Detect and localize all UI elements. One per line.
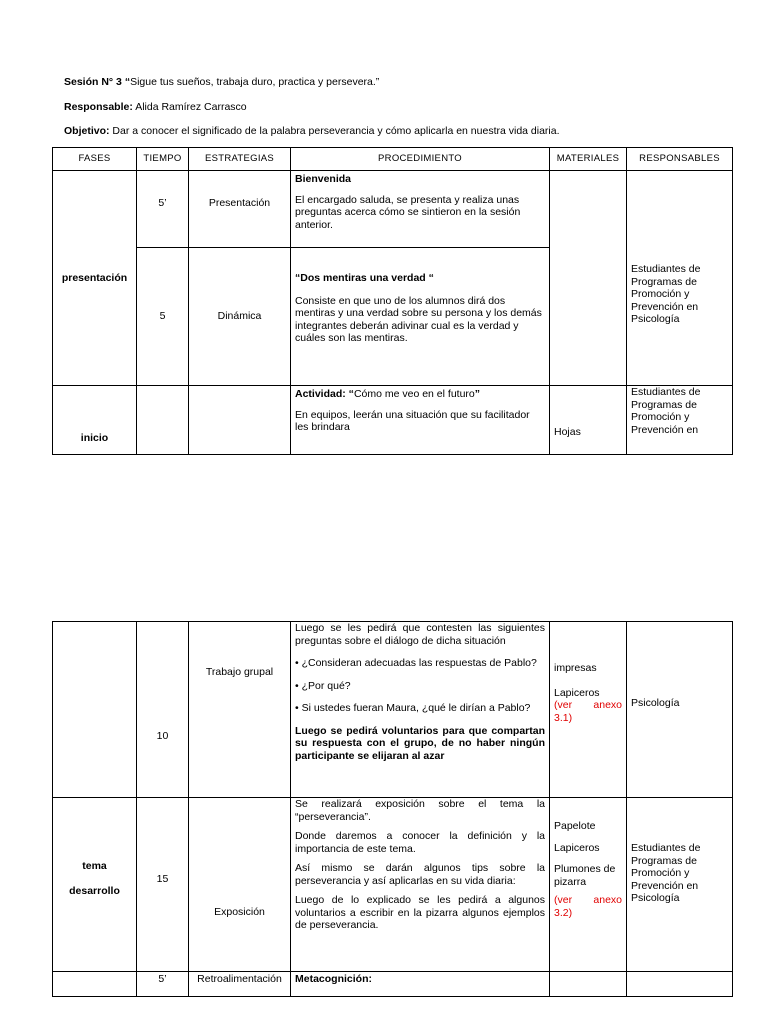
session-quote-open: “ [124,76,131,88]
procedure-cell: Metacognición: [291,972,550,997]
procedure-title: Actividad: “ [295,388,354,400]
phase-cell [53,798,137,972]
time-cell: 10 [137,622,189,798]
objective-line [64,125,560,137]
procedure-cell [291,171,550,248]
material-item: Lapiceros [554,686,600,699]
table-row [53,386,733,455]
materials-cell [550,622,627,798]
procedure-cell [291,386,550,455]
procedure-bullet: • ¿Consideran adecuadas las respuestas de Pablo? [295,657,537,669]
phase-label: tema [82,860,107,872]
procedure-text: Consiste en que uno de los alumnos dirá dos mentiras y una verdad sobre su persona y los demás integrantes deberán adivinar cual es la verdad y cuáles son las mentiras. [295,294,542,344]
strategy-cell: Dinámica [189,248,291,386]
session-table-2 [52,621,733,997]
time-cell: 5’ [137,171,189,248]
table-row [53,622,733,798]
procedure-title-close: ” [474,388,480,400]
table-row [53,171,733,248]
session-title: Sigue tus sueños, trabaja duro, practica y persevera.” [130,76,380,88]
procedure-cell [291,248,550,386]
time-cell: 5 [137,248,189,386]
responsible-cell: Estudiantes de Programas de Promoción y Prevención en Psicología [627,798,733,972]
table-row [53,972,733,997]
materials-cell [550,798,627,972]
session-title-line [64,76,379,88]
column-header: RESPONSABLES [627,148,733,171]
objective-label: Objetivo: [64,125,110,137]
procedure-text: En equipos, leerán una situación que su facilitador les brindara [295,408,530,433]
column-header: PROCEDIMIENTO [291,148,550,171]
responsible-cell: Estudiantes de Programas de Promoción y Prevención en Psicología [627,171,733,386]
procedure-text: Así mismo se darán algunos tips sobre la perseverancia y así aplicarlas en su vida diaria: [295,862,545,887]
column-header: FASES [53,148,137,171]
responsible-line [64,101,247,113]
phase-label: desarrollo [69,884,120,897]
table-header-row [53,148,733,171]
procedure-text: Luego de lo explicado se les pedirá a algunos voluntarios a escribir en la pizarra algunos ejemplos de perseverancia. [295,894,545,931]
material-item: Plumones de pizarra [554,863,616,888]
materials-cell [550,972,627,997]
column-header: MATERIALES [550,148,627,171]
procedure-text: El encargado saluda, se presenta y realiza unas preguntas acerca cómo se sintieron en la sesión anterior. [295,193,521,231]
phase-cell: presentación [53,171,137,386]
materials-cell [550,171,627,386]
strategy-cell: Retroalimentación [189,972,291,997]
strategy-cell: Exposición [189,798,291,972]
procedure-title-rest: Cómo me veo en el futuro [353,388,475,400]
material-item: Lapiceros [554,841,600,854]
column-header: TIEMPO [137,148,189,171]
procedure-title: Bienvenida [295,173,352,185]
procedure-title-line [295,388,545,401]
phase-cell: inicio [53,386,137,455]
procedure-bold-text: Luego se pedirá voluntarios para que compartan su respuesta con el grupo, de no haber ningún participante se elijaran al azar [295,724,545,762]
table-row [53,798,733,972]
procedure-text: Luego se les pedirá que contesten las siguientes preguntas sobre el diálogo de dicha situación [295,622,545,647]
column-header: ESTRATEGIAS [189,148,291,171]
procedure-bullet: • Si ustedes fueran Maura, ¿qué le dirían a Pablo? [295,702,531,714]
strategy-cell: Trabajo grupal [189,622,291,798]
procedure-cell [291,622,550,798]
responsible-cell: Estudiantes de Programas de Promoción y Prevención en [627,386,733,455]
phase-cell [53,622,137,798]
material-item: Papelote [554,820,596,832]
strategy-cell: Presentación [189,171,291,248]
procedure-cell [291,798,550,972]
procedure-title: “Dos mentiras una verdad “ [295,272,434,284]
procedure-bullet: • ¿Por qué? [295,679,351,692]
annex-reference: (ver anexo 3.1) [554,699,622,724]
session-label: Sesión N° 3 [64,76,125,88]
procedure-text: Se realizará exposición sobre el tema la “perseverancia”. [295,798,545,823]
responsible-cell: Psicología [627,622,733,798]
session-table-1 [52,147,733,455]
strategy-cell [189,386,291,455]
time-cell [137,386,189,455]
responsible-label: Responsable: [64,101,133,113]
objective-text: Dar a conocer el significado de la palabra perseverancia y cómo aplicarla en nuestra vida diaria. [109,125,560,137]
responsible-cell [627,972,733,997]
phase-cell [53,972,137,997]
time-cell: 15 [137,798,189,972]
annex-reference: (ver anexo 3.2) [554,894,622,919]
time-cell: 5’ [137,972,189,997]
materials-cell: Hojas [550,386,627,455]
material-item: impresas [554,662,597,674]
responsible-name: Alida Ramírez Carrasco [132,101,247,113]
procedure-text: Donde daremos a conocer la definición y la importancia de este tema. [295,830,545,855]
